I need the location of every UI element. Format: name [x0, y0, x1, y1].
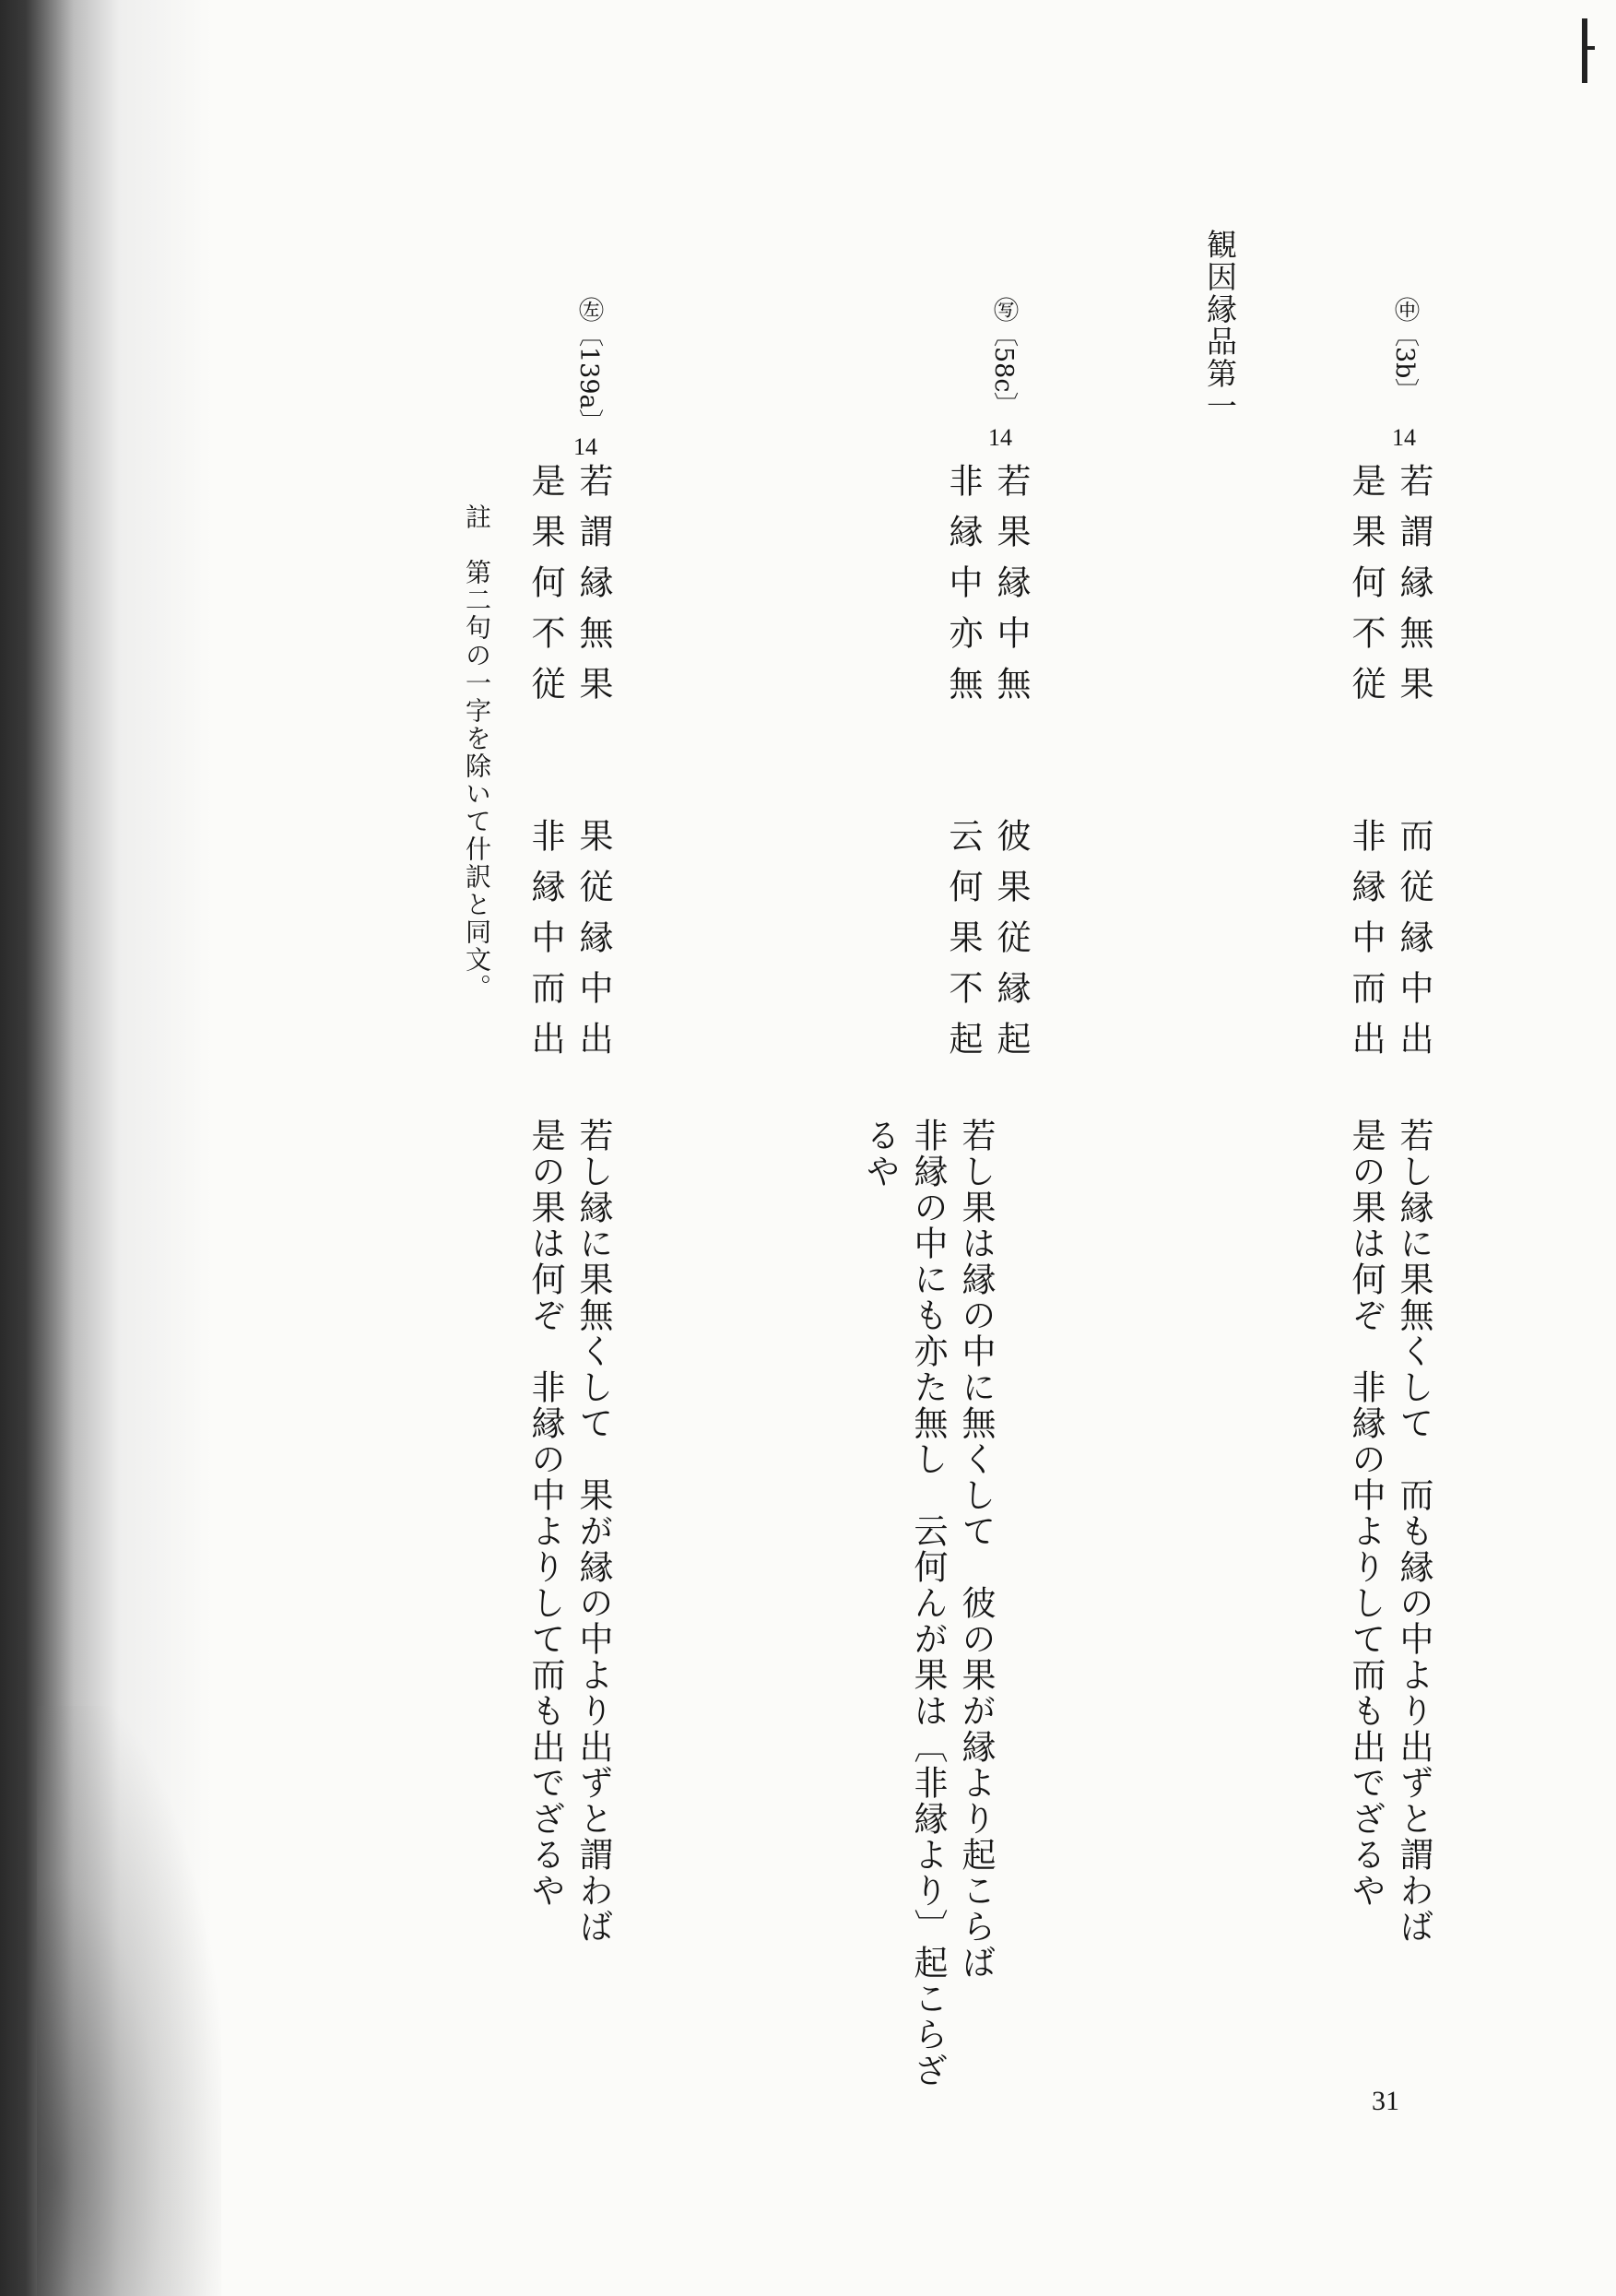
verse-block [938, 463, 1034, 1071]
verse-number: 14 [1392, 424, 1416, 451]
corner-mark-tick [1582, 46, 1595, 50]
translation-line: 若し縁に果無くして 果が縁の中より出ずと謂わば [573, 1118, 613, 1945]
translation-line: 非縁の中にも亦た無し 云何んが果は〔非縁より〕起こらざ [908, 1118, 948, 2089]
translation-block [1341, 1118, 1437, 1945]
verse-line: 是果何不従 非縁中而出 [1346, 463, 1386, 1071]
section-marker: ㊧〔139a〕 [574, 297, 603, 434]
translation-line: るや [860, 1118, 900, 1189]
translation-block [521, 1118, 617, 1945]
verse-number: 14 [573, 433, 597, 460]
verse-line: 是果何不従 非縁中而出 [525, 463, 565, 1071]
verse-line: 若果縁中無 彼果従縁起 [991, 463, 1031, 1071]
verse-block [1341, 463, 1437, 1071]
verse-number: 14 [988, 424, 1012, 451]
section-marker: ㊥〔3b〕 [1390, 297, 1419, 404]
translation-block [855, 1118, 999, 2089]
translation-line: 若し果は縁の中に無くして 彼の果が縁より起こらば [956, 1118, 996, 1981]
section-marker: ㊢〔58c〕 [989, 297, 1018, 418]
corner-mark [1582, 18, 1587, 83]
verse-block [521, 463, 617, 1071]
translation-line: 若し縁に果無くして 而も縁の中より出ずと謂わば [1394, 1118, 1433, 1945]
page-number: 31 [1372, 2086, 1399, 2116]
translation-line: 是の果は何ぞ 非縁の中よりして而も出でざるや [525, 1118, 565, 1909]
footnote: 註 第二句の一字を除いて什訳と同文。 [462, 503, 492, 1001]
running-head: 観因縁品第一 [1202, 229, 1238, 422]
verse-line: 若謂縁無果 果従縁中出 [573, 463, 613, 1071]
scan-speckle [37, 1706, 221, 2296]
verse-line: 非縁中亦無 云何果不起 [943, 463, 983, 1071]
translation-line: 是の果は何ぞ 非縁の中よりして而も出でざるや [1346, 1118, 1386, 1909]
verse-line: 若謂縁無果 而従縁中出 [1394, 463, 1433, 1071]
